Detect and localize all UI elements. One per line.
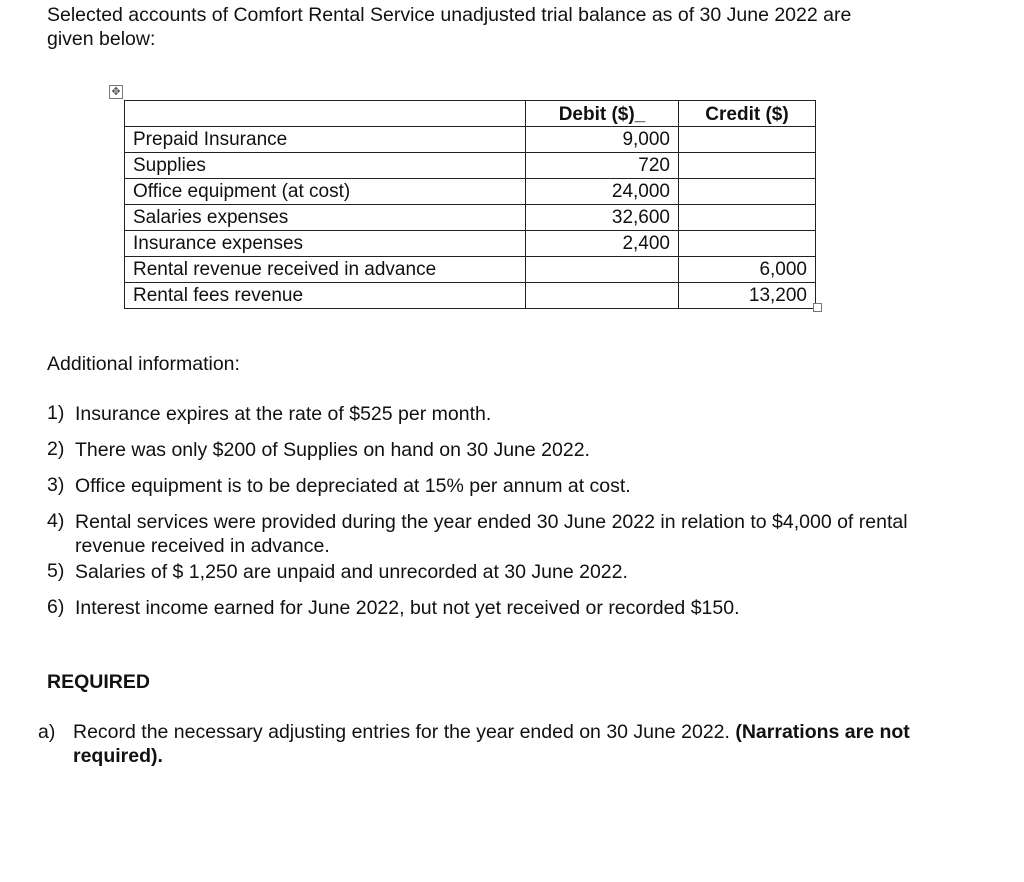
list-item-text: Insurance expires at the rate of $525 per month.: [75, 403, 492, 425]
additional-info-heading: Additional information:: [47, 353, 240, 375]
list-item: [47, 560, 957, 584]
list-item-number: 5): [47, 560, 65, 582]
task-text-bold: (Narrations are not required).: [73, 721, 910, 767]
credit-cell: 13,200: [679, 283, 816, 309]
credit-cell: [679, 153, 816, 179]
list-item-number: 6): [47, 596, 65, 618]
list-item-number: 3): [47, 474, 65, 496]
table-header-row: [125, 101, 816, 127]
header-debit: Debit ($)_: [526, 101, 679, 127]
table-resize-handle-icon[interactable]: [813, 303, 822, 312]
debit-cell: [526, 257, 679, 283]
list-item-text: Rental services were provided during the year ended 30 June 2022 in relation to $4,000 of rental revenue received in advance.: [75, 511, 908, 557]
task-number: a): [38, 721, 56, 743]
account-cell: Insurance expenses: [125, 231, 526, 257]
credit-cell: [679, 179, 816, 205]
debit-cell: 2,400: [526, 231, 679, 257]
table-move-handle-icon[interactable]: ✥: [109, 85, 123, 99]
intro-paragraph: [47, 3, 967, 51]
header-account: [125, 101, 526, 127]
table-row: [125, 179, 816, 205]
table-row: [125, 257, 816, 283]
list-item-text: Interest income earned for June 2022, but not yet received or recorded $150.: [75, 597, 740, 619]
list-item-number: 4): [47, 510, 65, 532]
credit-cell: [679, 127, 816, 153]
list-item-number: 2): [47, 438, 65, 460]
list-item-text: Salaries of $ 1,250 are unpaid and unrecorded at 30 June 2022.: [75, 561, 628, 583]
account-cell: Office equipment (at cost): [125, 179, 526, 205]
account-cell: Rental fees revenue: [125, 283, 526, 309]
table-row: [125, 231, 816, 257]
table-row: [125, 205, 816, 231]
account-cell: Rental revenue received in advance: [125, 257, 526, 283]
table-row: [125, 153, 816, 179]
header-credit: Credit ($): [679, 101, 816, 127]
credit-cell: [679, 205, 816, 231]
debit-cell: [526, 283, 679, 309]
table-row: [125, 127, 816, 153]
debit-cell: 9,000: [526, 127, 679, 153]
task-text: [73, 720, 958, 768]
task-text-plain: Record the necessary adjusting entries for the year ended on 30 June 2022.: [73, 721, 736, 743]
list-item: [47, 402, 957, 426]
account-cell: Supplies: [125, 153, 526, 179]
list-item: [47, 510, 957, 558]
list-item-text: Office equipment is to be depreciated at 15% per annum at cost.: [75, 475, 631, 497]
debit-cell: 32,600: [526, 205, 679, 231]
intro-line-2: given below:: [47, 28, 156, 50]
list-item-text: There was only $200 of Supplies on hand on 30 June 2022.: [75, 439, 590, 461]
list-item: [47, 596, 957, 620]
list-item: [47, 474, 957, 498]
list-item-number: 1): [47, 402, 65, 424]
debit-cell: 24,000: [526, 179, 679, 205]
required-heading: REQUIRED: [47, 671, 150, 693]
account-cell: Prepaid Insurance: [125, 127, 526, 153]
additional-info-list: [47, 402, 957, 620]
debit-cell: 720: [526, 153, 679, 179]
intro-line-1: Selected accounts of Comfort Rental Service unadjusted trial balance as of 30 June 2022 are: [47, 4, 852, 26]
credit-cell: 6,000: [679, 257, 816, 283]
account-cell: Salaries expenses: [125, 205, 526, 231]
required-task: [38, 720, 958, 768]
trial-balance-table: [124, 100, 816, 309]
table-row: [125, 283, 816, 309]
list-item: [47, 438, 957, 462]
credit-cell: [679, 231, 816, 257]
